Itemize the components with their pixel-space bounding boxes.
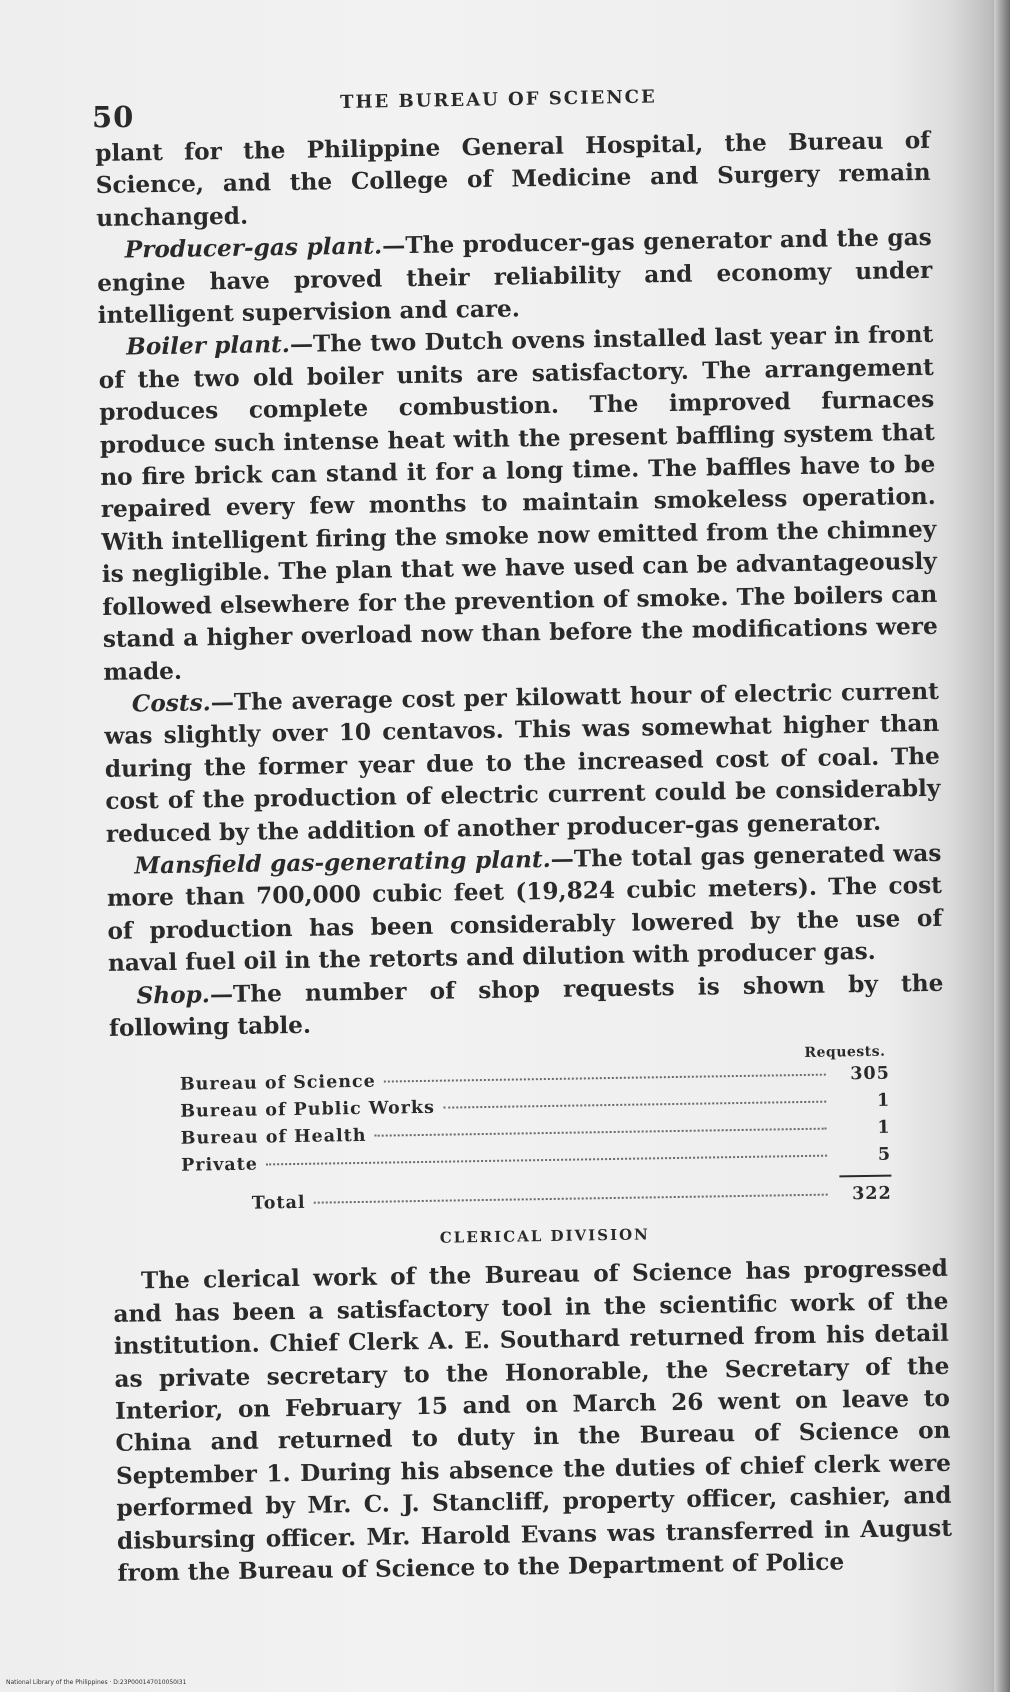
table-total-row [182, 1181, 892, 1219]
row-label: Bureau of Public Works [180, 1098, 436, 1123]
text-producer-gas: —The producer-gas generator and the gas engine have proved their reliability and economy under intelligent supervision and care. [97, 224, 933, 330]
scan-footer-note: National Library of the Philippines · D:23P000147010050I31 [6, 1679, 187, 1686]
paragraph-producer-gas [97, 222, 933, 332]
dot-leader [266, 1155, 827, 1166]
page-number: 50 [92, 100, 135, 134]
runin-mansfield: Mansfield gas-generating plant. [134, 845, 551, 880]
book-spine-shadow [994, 0, 1010, 1692]
paragraph-continuation: plant for the Philippine General Hospital, the Bureau of Science, and the College of Medicine and Surgery remain unchanged. [95, 126, 931, 232]
dot-leader [314, 1194, 828, 1204]
row-label: Bureau of Health [180, 1126, 367, 1150]
total-value: 322 [852, 1183, 892, 1205]
total-rule [839, 1175, 891, 1178]
dot-leader [443, 1101, 826, 1109]
text-mansfield: —The total gas generated was more than 700,000 cubic feet (19,824 cubic meters). The cost of production has been considerably lowered by the use of naval fuel oil in the retorts and dilution with producer gas. [106, 839, 943, 978]
shop-requests-table [179, 1043, 892, 1219]
total-label: Total [251, 1193, 306, 1215]
dot-leader [384, 1074, 826, 1083]
runin-producer-gas: Producer-gas plant. [124, 232, 383, 264]
row-value: 1 [876, 1091, 891, 1112]
dot-leader [374, 1128, 826, 1137]
row-value: 5 [877, 1144, 892, 1166]
text-boiler-plant: —The two Dutch ovens installed last year in front of the two old boiler units are satisfactory. The arrangement produces complete combustion. The improved furnaces produce such intense heat with the present baffling system that no fire brick can stand it for a long time. The baffles have to be repaired every few months to maintain smokeless operation. With intelligent firing the smoke now emitted from the chimney is negligible. The plan that we have used can be advantageously followed elsewhere for the prevention of smoke. The boilers can stand a higher overload now than before the modifications were made. [98, 321, 938, 686]
row-value: 305 [850, 1064, 890, 1085]
text-shop: —The number of shop requests is shown by the following table. [108, 969, 944, 1042]
row-label: Bureau of Science [179, 1072, 376, 1096]
text-costs: —The average cost per kilowatt hour of electric current was slightly over 10 centavos. This was somewhat higher than during the former year due to the increased cost of coal. The cost of the production of electric current could be considerably reduced by the addition of another producer-gas generator. [104, 677, 941, 848]
runin-costs: Costs. [131, 689, 211, 718]
table-column-header: Requests. [804, 1044, 886, 1062]
row-value: 1 [877, 1118, 891, 1139]
section-heading-clerical: CLERICAL DIVISION [439, 1225, 650, 1248]
row-label: Private [181, 1154, 259, 1177]
paragraph-boiler-plant [98, 319, 938, 689]
page-body [95, 125, 953, 1590]
paragraph-costs [104, 676, 941, 851]
paragraph-shop [108, 967, 944, 1045]
runin-shop: Shop. [136, 980, 211, 1010]
paragraph-mansfield [106, 838, 943, 981]
runin-boiler-plant: Boiler plant. [126, 331, 291, 361]
running-title: THE BUREAU OF SCIENCE [340, 86, 657, 113]
paragraph-clerical: The clerical work of the Bureau of Science has progressed and has been a satisfactory tool in the scientific work of the institution. Chief Clerk A. E. Southard returned from his detail as private secretary to the Honorable, the Secretary of the Interior, on February 15 and on March 26 went on leave to China and returned to duty in the Bureau of Science on September 1. During his absence the duties of chief clerk were performed by Mr. C. J. Stancliff, property officer, cashier, and disbursing officer. Mr. Harold Evans was transferred in August from the Bureau of Science to the Department of Police [113, 1255, 953, 1587]
